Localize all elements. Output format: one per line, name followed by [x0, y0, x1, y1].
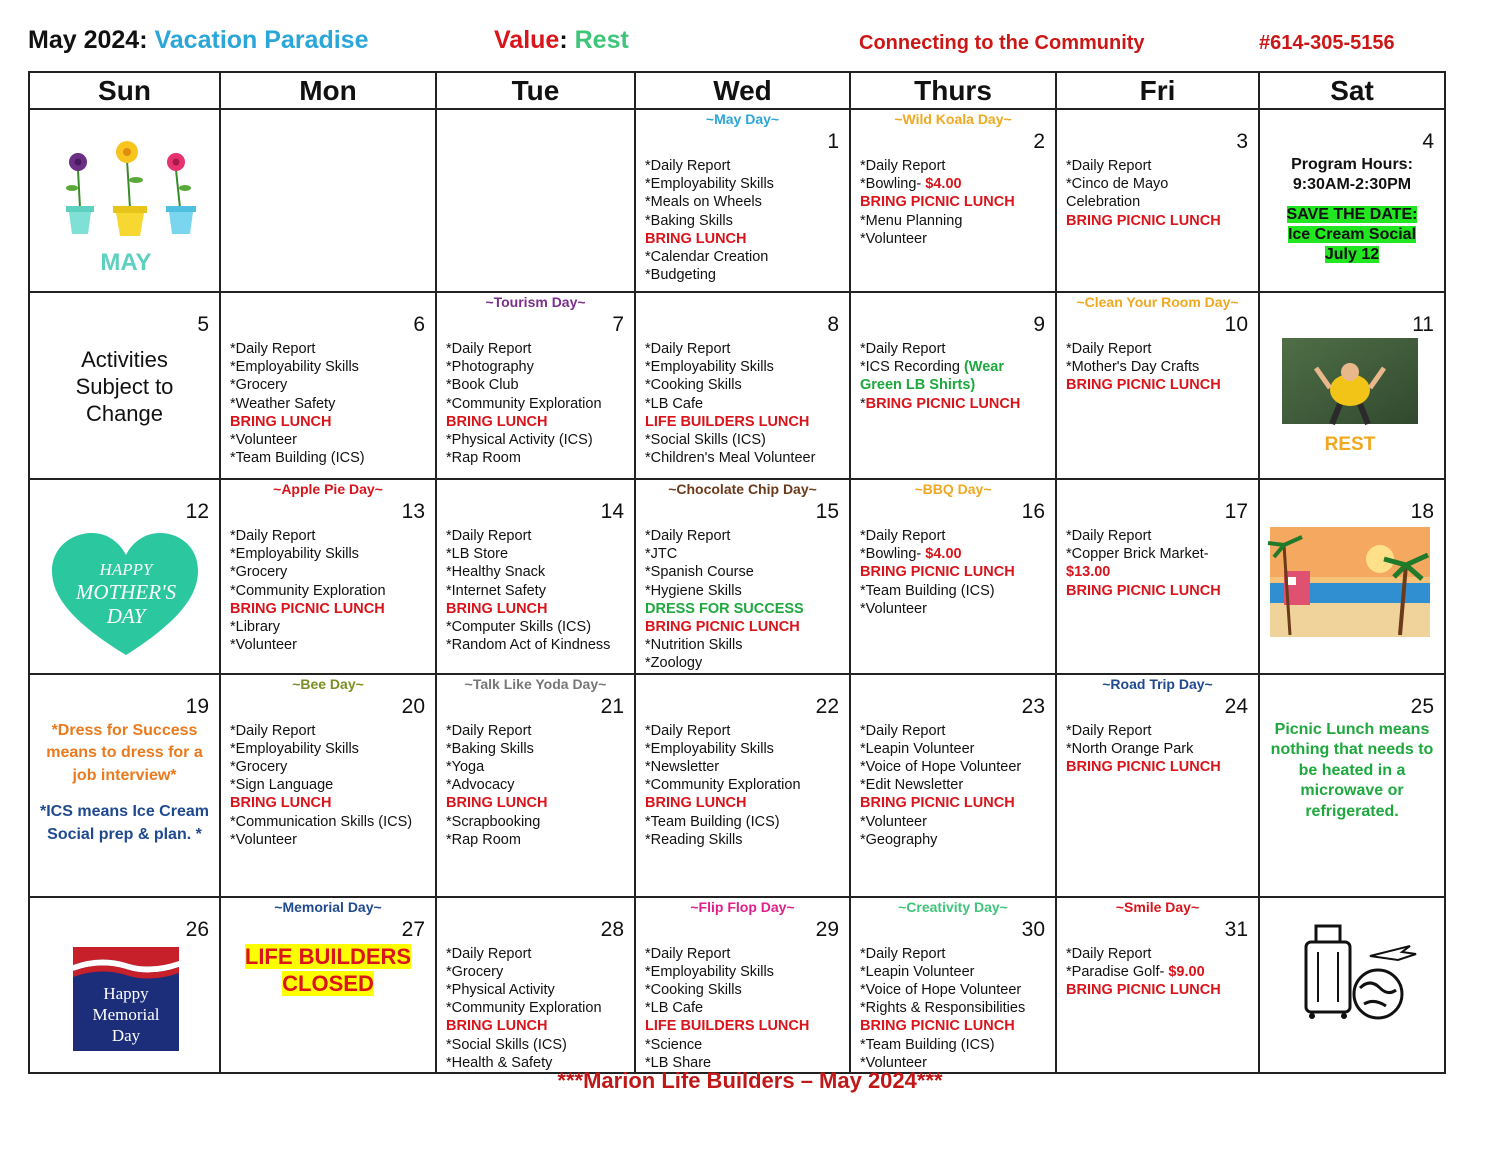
activity-item: *Daily Report: [645, 341, 731, 357]
day-header-fri: Fri: [1056, 72, 1259, 109]
day-number: 20: [401, 694, 425, 718]
activity-item: *Voice of Hope Volunteer: [860, 759, 1022, 776]
activity-item: *Daily Report: [1066, 722, 1152, 739]
day-cell-9: [850, 292, 1056, 479]
day-header-tue: Tue: [436, 72, 635, 109]
day-number: 25: [1410, 694, 1434, 718]
activity-item: *Bowling- $4.00: [860, 176, 962, 193]
picnic-lunch-note: Picnic Lunch means nothing that needs to be heated in a microwave or refrigerated.: [1270, 720, 1434, 820]
activity-item: *Team Building (ICS): [230, 450, 365, 467]
activity-item: *LB Cafe: [645, 395, 704, 412]
flower-pots-illustration: [30, 110, 221, 286]
beach-scene-image: [1260, 525, 1446, 640]
day-number: 9: [1033, 313, 1045, 336]
lunch-note: *BRING PICNIC LUNCH: [860, 395, 1021, 412]
dress-for-success-note: *Dress for Success means to dress for a job interview*: [46, 721, 203, 784]
activity-list: [1057, 155, 1258, 230]
day-cell-6: [220, 292, 436, 479]
activity-item: *Budgeting: [645, 267, 716, 284]
day-cell-10: [1056, 292, 1259, 479]
day-cell-15: [635, 479, 850, 674]
activity-item: *Daily Report: [230, 341, 316, 357]
day-number: 21: [600, 694, 624, 718]
activity-item: *Employability Skills: [230, 546, 359, 563]
lunch-note: BRING PICNIC LUNCH: [860, 564, 1015, 581]
activity-item: *Communication Skills (ICS): [230, 813, 413, 830]
activity-item: *Rap Room: [446, 450, 521, 467]
activity-item: *Community Exploration: [446, 395, 602, 412]
activity-item: *Daily Report: [860, 945, 946, 962]
lunch-note: BRING PICNIC LUNCH: [1066, 377, 1221, 394]
day-number: 1: [827, 130, 839, 153]
activity-item: *Nutrition Skills: [645, 637, 743, 654]
lunch-note: BRING PICNIC LUNCH: [1066, 212, 1221, 229]
activity-item: *Grocery: [230, 564, 288, 581]
svg-text:Memorial: Memorial: [92, 1004, 160, 1024]
calendar-grid: [28, 71, 1446, 1074]
svg-text:MOTHER'S: MOTHER'S: [75, 580, 177, 604]
activity-item: *Employability Skills: [230, 359, 359, 376]
day-number: 28: [600, 917, 624, 941]
luggage-globe-icon: [1260, 898, 1446, 1066]
activity-item: *Science: [645, 1036, 703, 1053]
activity-item: *Community Exploration: [645, 777, 801, 794]
day-header-wed: Wed: [635, 72, 850, 109]
activity-item: *Daily Report: [1066, 945, 1152, 962]
day-number: 26: [185, 917, 209, 941]
day-cell-27: [220, 897, 436, 1073]
activity-item: *Random Act of Kindness: [446, 637, 611, 654]
day-cell-29: [635, 897, 850, 1073]
activity-item: *Physical Activity (ICS): [446, 432, 593, 449]
activity-item: *Daily Report: [446, 528, 532, 544]
dress-note: DRESS FOR SUCCESS: [645, 600, 804, 617]
activity-item: *Volunteer: [230, 637, 297, 654]
day-cell-2: [850, 109, 1056, 292]
activity-item: *LB Cafe: [645, 1000, 704, 1017]
activity-item: *Employability Skills: [230, 740, 359, 757]
activity-item: *Daily Report: [860, 158, 946, 174]
lunch-note: BRING PICNIC LUNCH: [860, 795, 1015, 812]
activity-item: *Hygiene Skills: [645, 582, 742, 599]
day-cell-3: [1056, 109, 1259, 292]
activity-item: *Social Skills (ICS): [645, 432, 766, 449]
lunch-note: BRING LUNCH: [230, 413, 332, 430]
activity-item: *Calendar Creation: [645, 249, 769, 266]
lunch-note: BRING LUNCH: [645, 230, 747, 247]
day-cell-5: [29, 292, 220, 479]
rest-caption: REST: [1324, 434, 1376, 455]
activity-item: *Daily Report: [446, 722, 532, 739]
day-number: 27: [401, 917, 425, 941]
calendar-header: [0, 26, 1500, 60]
day-number: 22: [815, 694, 839, 718]
activity-item: *Daily Report: [860, 341, 946, 357]
activity-item: *Geography: [860, 831, 938, 848]
activity-item: *Daily Report: [645, 528, 731, 544]
activity-list: [1057, 338, 1258, 395]
day-number: 3: [1236, 130, 1248, 153]
day-theme: ~Road Trip Day~: [1102, 675, 1213, 692]
activity-list: [851, 943, 1055, 1072]
activity-list: [437, 943, 634, 1072]
day-cell-17: [1056, 479, 1259, 674]
week-row-4: [29, 674, 1445, 897]
day-cell-14: [436, 479, 635, 674]
day-header-row: [29, 72, 1445, 109]
day-number: 12: [185, 500, 209, 523]
activity-item: *Advocacy: [446, 777, 515, 794]
day-cell-24: [1056, 674, 1259, 897]
activity-item: *Voice of Hope Volunteer: [860, 982, 1022, 999]
activity-item: *Volunteer: [860, 1054, 927, 1071]
day-cell-1: [635, 109, 850, 292]
activity-item: *Baking Skills: [446, 740, 534, 757]
day-number: 11: [1412, 313, 1434, 336]
day-number: 10: [1224, 313, 1248, 336]
activity-list: [851, 338, 1055, 413]
activity-item: *Cooking Skills: [645, 982, 742, 999]
day-cell-30: [850, 897, 1056, 1073]
day-number: 18: [1410, 500, 1434, 523]
activity-item: *Children's Meal Volunteer: [645, 450, 816, 467]
activity-item: *Volunteer: [860, 600, 927, 617]
activity-item: *Community Exploration: [446, 1000, 602, 1017]
day-number: 8: [827, 313, 839, 336]
day-number: 13: [401, 500, 425, 523]
day-number: 24: [1224, 694, 1248, 718]
activity-item: *Daily Report: [645, 945, 731, 962]
activity-item: *LB Store: [446, 546, 509, 563]
week-row-1: [29, 109, 1445, 292]
flower-1-icon: [66, 153, 94, 234]
flower-2-icon: [113, 141, 147, 236]
activity-item: *Daily Report: [446, 341, 532, 357]
day-theme: ~Clean Your Room Day~: [1076, 294, 1239, 310]
lunch-note: BRING PICNIC LUNCH: [645, 619, 800, 636]
day-cell-16: [850, 479, 1056, 674]
save-the-date: SAVE THE DATE: Ice Cream Social July 12: [1286, 206, 1418, 263]
svg-text:DAY: DAY: [106, 604, 146, 628]
activity-item: *Team Building (ICS): [860, 582, 995, 599]
week-row-5: [29, 897, 1445, 1073]
day-theme: ~BBQ Day~: [914, 481, 992, 497]
day-cell-8: [635, 292, 850, 479]
day-theme: ~Chocolate Chip Day~: [668, 481, 817, 497]
lunch-note: BRING PICNIC LUNCH: [230, 600, 385, 617]
schedule-note: Activities Subject to Change: [75, 347, 174, 426]
activity-item: *Daily Report: [230, 528, 316, 544]
activity-item: *Daily Report: [230, 722, 316, 739]
activity-item: *Computer Skills (ICS): [446, 619, 592, 636]
day-theme: ~Apple Pie Day~: [273, 481, 383, 497]
activity-item: *Grocery: [230, 377, 288, 394]
activity-item: *Newsletter: [645, 759, 720, 776]
day-theme: ~Flip Flop Day~: [690, 898, 795, 915]
phone-number: #614-305-5156: [1259, 32, 1395, 54]
day-cell-12: [29, 479, 220, 674]
community-slogan: Connecting to the Community: [859, 32, 1145, 54]
day-cell-7: [436, 292, 635, 479]
activity-item: *Cooking Skills: [645, 377, 742, 394]
activity-item: *Team Building (ICS): [860, 1036, 995, 1053]
activity-item: *Rap Room: [446, 831, 521, 848]
lunch-note: BRING LUNCH: [446, 795, 548, 812]
day-number: 16: [1021, 500, 1045, 523]
lunch-note: BRING PICNIC LUNCH: [860, 1018, 1015, 1035]
closed-notice: LIFE BUILDERS CLOSED: [244, 943, 412, 996]
day-cell-23: [850, 674, 1056, 897]
day-theme: ~Wild Koala Day~: [894, 111, 1012, 127]
day-cell-4: [1259, 109, 1445, 292]
day-number: 30: [1021, 917, 1045, 941]
lunch-note: BRING LUNCH: [230, 795, 332, 812]
activity-item: Green LB Shirts): [860, 377, 976, 394]
activity-item: *Yoga: [446, 759, 485, 776]
activity-item: *Internet Safety: [446, 582, 546, 599]
activity-item: *Daily Report: [446, 945, 532, 962]
month-theme-title: May 2024: Vacation Paradise: [28, 26, 369, 54]
day-header-mon: Mon: [220, 72, 436, 109]
value-title: Value: Rest: [494, 26, 629, 54]
activity-list: [851, 720, 1055, 849]
day-cell-25: [1259, 674, 1445, 897]
day-theme: ~Talk Like Yoda Day~: [464, 675, 607, 692]
svg-text:Happy: Happy: [103, 983, 149, 1003]
memorial-day-flag-icon: [30, 943, 221, 1061]
activity-item: *JTC: [645, 546, 678, 563]
day-number: 7: [612, 313, 624, 336]
activity-list: [1057, 720, 1258, 777]
program-hours: Program Hours: 9:30AM-2:30PM: [1291, 156, 1413, 193]
lunch-note: LIFE BUILDERS LUNCH: [645, 1018, 810, 1035]
activity-item: *Sign Language: [230, 777, 334, 794]
activity-list: [221, 720, 435, 849]
activity-item: *Copper Brick Market-: [1066, 546, 1209, 563]
day-theme: ~Creativity Day~: [898, 898, 1008, 915]
may-art-label: MAY: [100, 249, 152, 276]
activity-item: *Daily Report: [1066, 528, 1152, 544]
activity-list: [636, 943, 849, 1072]
flower-3-icon: [166, 153, 196, 234]
activity-item: *Grocery: [446, 963, 504, 980]
activity-item: *Volunteer: [860, 230, 927, 247]
activity-list: [851, 155, 1055, 248]
activity-item: *Daily Report: [1066, 158, 1152, 174]
activity-item: *Daily Report: [1066, 341, 1152, 357]
day-cell-empty-tue: [436, 109, 635, 292]
day-theme: ~May Day~: [705, 111, 780, 127]
mothers-day-heart-icon: [30, 525, 221, 665]
activity-list: [437, 338, 634, 467]
activity-item: *Book Club: [446, 377, 519, 394]
activity-item: *Health & Safety: [446, 1054, 553, 1071]
day-header-sun: Sun: [29, 72, 220, 109]
activity-item: *LB Share: [645, 1054, 712, 1071]
activity-item: *Volunteer: [860, 813, 927, 830]
activity-item: *Employability Skills: [645, 963, 774, 980]
day-cell-may-art: [29, 109, 220, 292]
day-number: 5: [197, 313, 209, 336]
activity-item: Celebration: [1066, 194, 1141, 211]
day-header-thu: Thurs: [850, 72, 1056, 109]
activity-item: *Weather Safety: [230, 395, 336, 412]
activity-item: *Community Exploration: [230, 582, 386, 599]
lunch-note: BRING LUNCH: [446, 600, 548, 617]
activity-list: [636, 525, 849, 673]
ics-note: *ICS means Ice Cream Social prep & plan. *: [40, 803, 209, 843]
activity-item: *Edit Newsletter: [860, 777, 964, 794]
lunch-note: LIFE BUILDERS LUNCH: [645, 413, 810, 430]
day-header-sat: Sat: [1259, 72, 1445, 109]
activity-item: *Mother's Day Crafts: [1066, 359, 1200, 376]
activity-item: *Daily Report: [645, 158, 731, 174]
day-theme: ~Memorial Day~: [274, 898, 382, 915]
activity-list: [636, 720, 849, 849]
activity-item: *Photography: [446, 359, 534, 376]
activity-item: *Bowling- $4.00: [860, 546, 962, 563]
footer-title: ***Marion Life Builders – May 2024***: [557, 1068, 943, 1093]
activity-item: *Paradise Golf- $9.00: [1066, 963, 1205, 980]
activity-item: *Physical Activity: [446, 982, 555, 999]
day-number: 2: [1033, 130, 1045, 153]
day-number: 17: [1224, 500, 1248, 523]
day-cell-13: [220, 479, 436, 674]
activity-item: *Menu Planning: [860, 212, 963, 229]
activity-item: *Daily Report: [860, 722, 946, 739]
day-number: 19: [185, 694, 209, 718]
activity-item: *Volunteer: [230, 831, 297, 848]
activity-item: *Employability Skills: [645, 359, 774, 376]
activity-item: *Leapin Volunteer: [860, 740, 975, 757]
activity-item: *Grocery: [230, 759, 288, 776]
day-cell-21: [436, 674, 635, 897]
activity-list: [1057, 525, 1258, 600]
activity-item: *Rights & Responsibilities: [860, 1000, 1026, 1017]
activity-item: *Team Building (ICS): [645, 813, 780, 830]
day-theme: ~Tourism Day~: [485, 294, 586, 310]
activity-item: *Employability Skills: [645, 740, 774, 757]
day-cell-18: [1259, 479, 1445, 674]
activity-item: *Baking Skills: [645, 212, 733, 229]
day-number: 15: [815, 500, 839, 523]
activity-item: *Library: [230, 619, 280, 636]
activity-item: *Volunteer: [230, 432, 297, 449]
lunch-note: BRING LUNCH: [645, 795, 747, 812]
activity-item: *North Orange Park: [1066, 740, 1194, 757]
day-number: 6: [413, 313, 425, 336]
day-cell-31: [1056, 897, 1259, 1073]
activity-item: *Scrapbooking: [446, 813, 541, 830]
day-cell-empty-mon: [220, 109, 436, 292]
day-number: 31: [1224, 917, 1248, 941]
day-number: 14: [600, 500, 624, 523]
activity-item: *Meals on Wheels: [645, 194, 762, 211]
lunch-note: BRING LUNCH: [446, 1018, 548, 1035]
lunch-note: BRING LUNCH: [446, 413, 548, 430]
activity-item: *Healthy Snack: [446, 564, 546, 581]
lunch-note: BRING PICNIC LUNCH: [860, 194, 1015, 211]
week-row-2: [29, 292, 1445, 479]
activity-item: *Cinco de Mayo: [1066, 176, 1169, 193]
day-cell-19: [29, 674, 220, 897]
activity-list: [636, 155, 849, 284]
activity-list: [851, 525, 1055, 618]
activity-item: *Daily Report: [645, 722, 731, 739]
activity-item: *Daily Report: [860, 528, 946, 544]
svg-text:HAPPY: HAPPY: [99, 560, 153, 579]
lunch-note: BRING PICNIC LUNCH: [1066, 759, 1221, 776]
day-cell-22: [635, 674, 850, 897]
week-row-3: [29, 479, 1445, 674]
price: $13.00: [1066, 564, 1111, 581]
activity-item: *ICS Recording (Wear: [860, 359, 1004, 376]
day-cell-11: [1259, 292, 1445, 479]
activity-list: [636, 338, 849, 467]
activity-list: [437, 720, 634, 849]
day-cell-28: [436, 897, 635, 1073]
day-cell-luggage-art: [1259, 897, 1445, 1073]
activity-item: *Zoology: [645, 655, 703, 672]
day-number: 23: [1021, 694, 1045, 718]
activity-item: *Employability Skills: [645, 176, 774, 193]
day-cell-20: [220, 674, 436, 897]
day-number: 29: [815, 917, 839, 941]
day-theme: ~Bee Day~: [292, 675, 364, 692]
activity-list: [221, 338, 435, 467]
lunch-note: BRING PICNIC LUNCH: [1066, 982, 1221, 999]
activity-item: *Social Skills (ICS): [446, 1036, 567, 1053]
activity-item: *Spanish Course: [645, 564, 754, 581]
day-theme: ~Smile Day~: [1115, 898, 1200, 915]
day-cell-26: [29, 897, 220, 1073]
activity-list: [221, 525, 435, 654]
svg-text:Day: Day: [111, 1025, 141, 1045]
activity-list: [1057, 943, 1258, 1000]
day-number: 4: [1422, 130, 1434, 153]
lunch-note: BRING PICNIC LUNCH: [1066, 582, 1221, 599]
resting-person-image: [1260, 338, 1446, 463]
activity-list: [437, 525, 634, 654]
activity-item: *Reading Skills: [645, 831, 743, 848]
activity-item: *Leapin Volunteer: [860, 963, 975, 980]
